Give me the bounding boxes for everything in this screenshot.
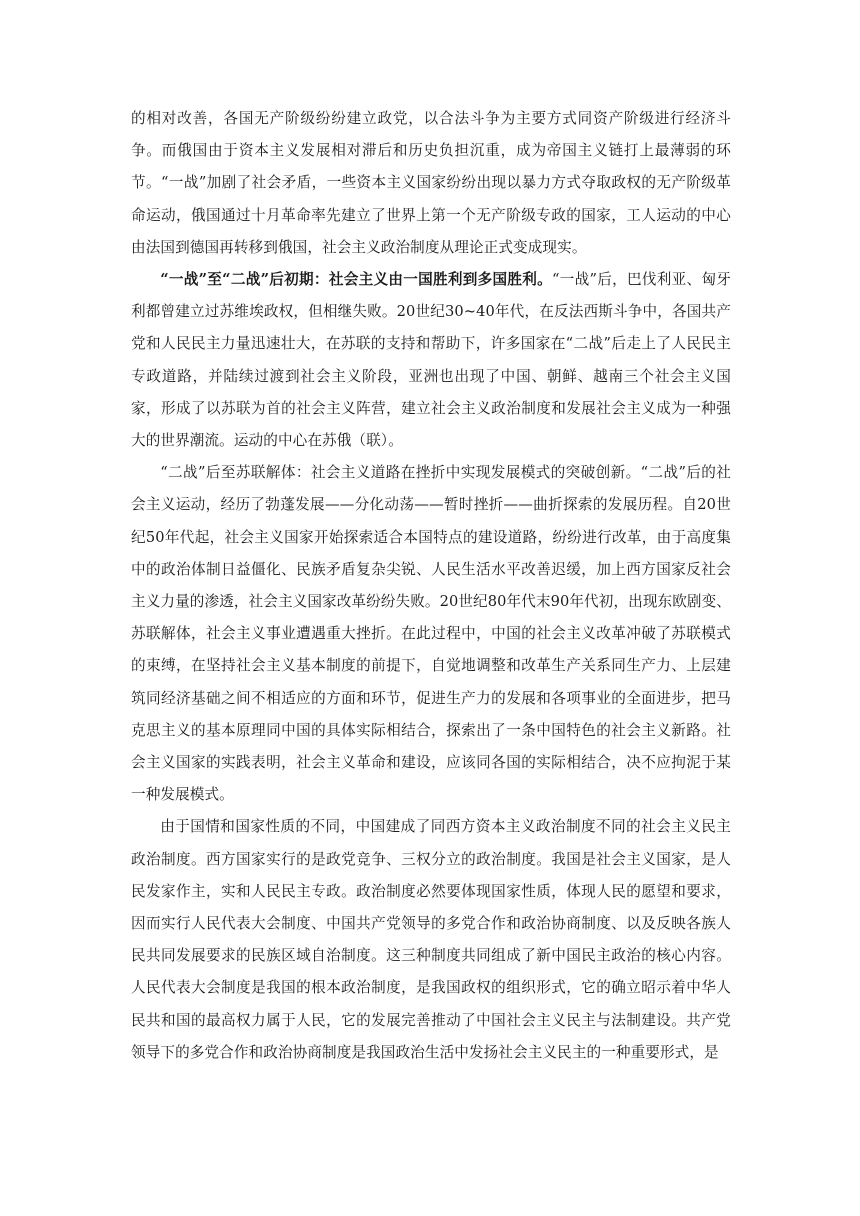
paragraph-4-text: 由于国情和国家性质的不同，中国建成了同西方资本主义政治制度不同的社会主义民主政治制度。西方国家实行的是政党竞争、三权分立的政治制度。我国是社会主义国家，是人民发家作主，实和人民民主专政。政治制度必然要体现国家性质，体现人民的愿望和要求，因而实行人民代表大会制度、中国共产党领导的多党合作和政治协商制度、以及反映各族人民共同发展要求的民族区域自治制度。这三种制度共同组成了新中国民主政治的核心内容。人民代表大会制度是我国的根本政治制度，是我国政权的组织形式，它的确立昭示着中华人民共和国的最高权力属于人民，它的发展完善推动了中国社会主义民主与法制建设。共产党领导下的多党合作和政治协商制度是我国政治生活中发扬社会主义民主的一种重要形式，是 [131,818,731,1061]
paragraph-1 [131,103,731,264]
paragraph-1-text: 的相对改善，各国无产阶级纷纷建立政党，以合法斗争为主要方式同资产阶级进行经济斗争。而俄国由于资本主义发展相对滞后和历史负担沉重，成为帝国主义链打上最薄弱的环节。“一战”加剧了社会矛盾，一些资本主义国家纷纷出现以暴力方式夺取政权的无产阶级革命运动，俄国通过十月革命率先建立了世界上第一个无产阶级专政的国家，工人运动的中心由法国到德国再转移到俄国，社会主义政治制度从理论正式变成现实。 [131,110,731,256]
paragraph-2-text: “一战”后，巴伐利亚、匈牙利都曾建立过苏维埃政权，但相继失败。20世纪30~40年代，在反法西斯斗争中，各国共产党和人民民主力量迅速壮大，在苏联的支持和帮助下，许多国家在“二战”后走上了人民民主专政道路，并陆续过渡到社会主义阶段，亚洲也出现了中国、朝鲜、越南三个社会主义国家，形成了以苏联为首的社会主义阵营，建立社会主义政治制度和发展社会主义成为一种强大的世界潮流。运动的中心在苏俄（联）。 [131,271,731,450]
paragraph-4 [131,811,731,1069]
paragraph-2-heading: “一战”至“二战”后初期：社会主义由一国胜利到多国胜利。 [160,271,553,289]
paragraph-2 [131,264,731,457]
paragraph-3 [131,457,731,811]
paragraph-3-text: “二战”后至苏联解体：社会主义道路在挫折中实现发展模式的突破创新。“二战”后的社会主义运动，经历了勃蓬发展——分化动荡——暂时挫折——曲折探索的发展历程。自20世纪50年代起，社会主义国家开始探索适合本国特点的建设道路，纷纷进行改革，由于高度集中的政治体制日益僵化、民族矛盾复杂尖锐、人民生活水平改善迟缓，加上西方国家反社会主义力量的渗透，社会主义国家改革纷纷失败。20世纪80年代末90年代初，出现东欧剧变、苏联解体，社会主义事业遭遇重大挫折。在此过程中，中国的社会主义改革冲破了苏联模式的束缚，在坚持社会主义基本制度的前提下，自觉地调整和改革生产关系同生产力、上层建筑同经济基础之间不相适应的方面和环节，促进生产力的发展和各项事业的全面进步，把马克思主义的基本原理同中国的具体实际相结合，探索出了一条中国特色的社会主义新路。社会主义国家的实践表明，社会主义革命和建设，应该同各国的实际相结合，决不应拘泥于某一种发展模式。 [131,464,731,804]
document-body [131,103,731,1069]
